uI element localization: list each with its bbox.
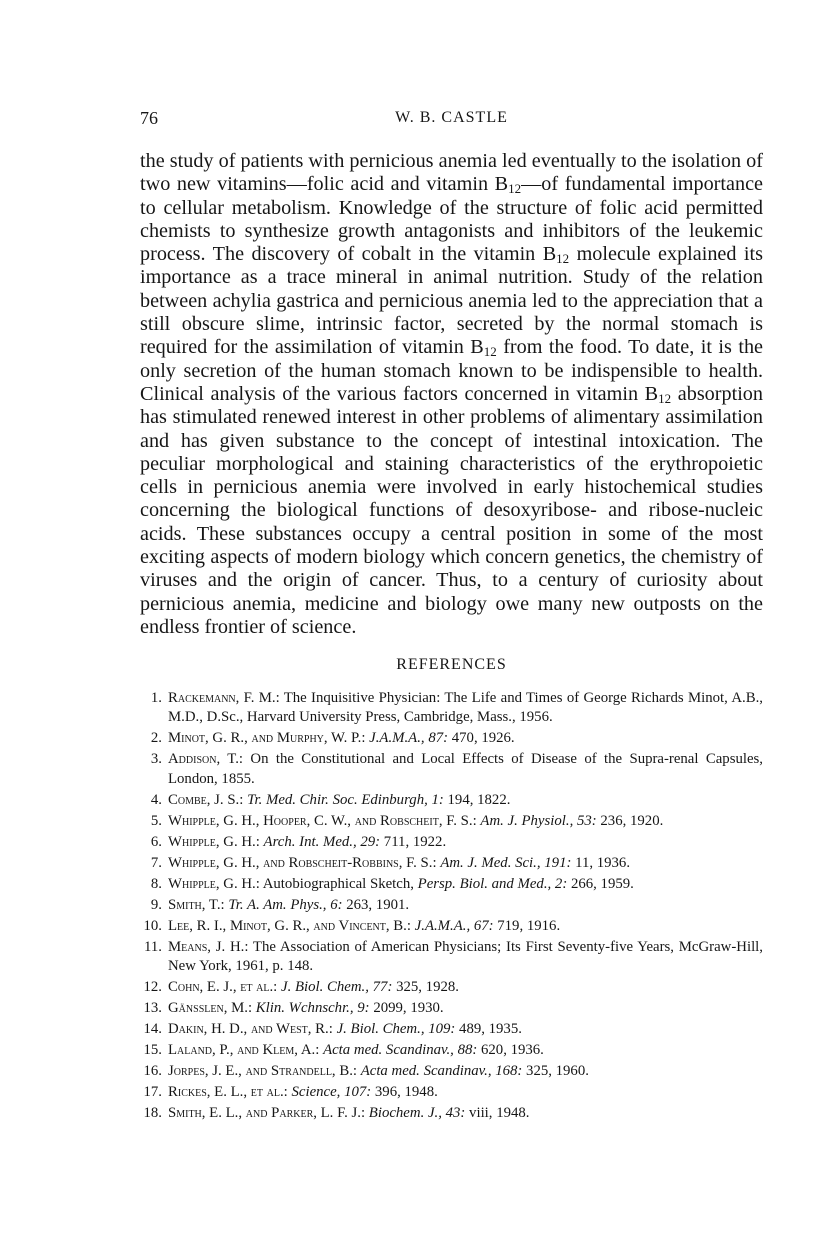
- references-list: [140, 689, 763, 1125]
- reference-number: 5.: [150, 812, 162, 829]
- reference-tail: 325, 1928.: [392, 979, 459, 996]
- reference-tail: 711, 1922.: [380, 833, 447, 850]
- reference-author: Means, J. H.:: [168, 938, 249, 955]
- reference-number: 1.: [150, 690, 162, 706]
- reference-author: Whipple, G. H.:: [168, 875, 260, 892]
- reference-journal: Acta med. Scandinav., 88:: [323, 1042, 478, 1059]
- reference-text: Autobiographical Sketch,: [259, 875, 418, 892]
- subscript-12: 12: [483, 344, 497, 360]
- body-text-part-2: —of fundamental importance to cellular metabolism. Knowledge of the structure of folic acid permitted chemists to synthesize growth antagonists and inhibitors of the leukemic process. The discovery of cobalt in the vitamin B: [140, 173, 763, 266]
- reference-tail: 325, 1960.: [522, 1063, 589, 1080]
- reference-journal: Persp. Biol. and Med., 2:: [417, 875, 568, 892]
- reference-number: 9.: [150, 896, 162, 913]
- reference-number: 13.: [143, 1000, 162, 1017]
- reference-number: 6.: [150, 833, 162, 850]
- reference-author: Combe, J. S.:: [168, 791, 244, 808]
- reference-number: 10.: [143, 917, 162, 934]
- reference-text: On the Constitutional and Local Effects of Disease of the Supra-renal Capsules, London, 1855.: [168, 751, 763, 787]
- page-number: 76: [140, 108, 158, 128]
- reference-tail: 2099, 1930.: [369, 1000, 444, 1017]
- reference-number: 2.: [150, 730, 162, 747]
- reference-author: Rackemann, F. M.:: [168, 690, 280, 706]
- reference-tail: viii, 1948.: [465, 1105, 530, 1122]
- reference-item: [140, 791, 763, 810]
- reference-author: Dakin, H. D., and West, R.:: [168, 1021, 333, 1038]
- reference-item: [140, 833, 763, 852]
- reference-journal: Klin. Wchnschr., 9:: [255, 1000, 370, 1017]
- reference-author: Laland, P., and Klem, A.:: [168, 1042, 320, 1059]
- reference-tail: 719, 1916.: [493, 917, 561, 934]
- reference-journal: J. Biol. Chem., 77:: [281, 979, 393, 996]
- reference-journal: Biochem. J., 43:: [368, 1105, 466, 1122]
- reference-number: 15.: [143, 1042, 162, 1059]
- body-text-part-5: absorption has stimulated renewed interest in other problems of alimentary assimilation and has given substance to the concept of intestinal intoxication. The peculiar morphological and staining characteristics of the erythropoietic cells in pernicious anemia were involved in early histochemical studies concerning the biological functions of desoxyribose- and ribose-nucleic acids. These substances occupy a central position in some of the most exciting aspects of modern biology which concern genetics, the chemistry of viruses and the origin of cancer. Thus, to a century of curiosity about pernicious anemia, medicine and biology owe many new outposts on the endless frontier of science.: [140, 382, 763, 638]
- reference-item: [140, 1020, 763, 1039]
- reference-author: Whipple, G. H., and Robscheit-Robbins, F. S.:: [168, 854, 437, 871]
- reference-tail: 396, 1948.: [371, 1084, 438, 1101]
- reference-journal: Arch. Int. Med., 29:: [263, 833, 381, 850]
- reference-number: 18.: [143, 1105, 162, 1122]
- body-text-part-3: molecule explained its importance as a trace mineral in animal nutrition. Study of the relation between achylia gastrica and pernicious anemia led to the appreciation that a still obscure slime, intrinsic factor, secreted by the normal stomach is required for the assimilation of vitamin B: [140, 243, 763, 359]
- reference-number: 11.: [144, 938, 162, 955]
- reference-number: 7.: [150, 854, 162, 871]
- reference-journal: Tr. Med. Chir. Soc. Edinburgh, 1:: [247, 791, 444, 808]
- reference-journal: J.A.M.A., 67:: [414, 917, 494, 934]
- reference-journal: Acta med. Scandinav., 168:: [360, 1063, 523, 1080]
- reference-journal: J. Biol. Chem., 109:: [336, 1021, 456, 1038]
- reference-item: [140, 812, 763, 831]
- reference-item: [140, 1083, 763, 1102]
- reference-tail: 266, 1959.: [567, 875, 634, 892]
- reference-tail: 470, 1926.: [448, 730, 515, 747]
- reference-author: Whipple, G. H.:: [168, 833, 260, 850]
- reference-journal: Science, 107:: [291, 1084, 372, 1101]
- reference-item: [140, 978, 763, 997]
- reference-journal: Am. J. Med. Sci., 191:: [440, 854, 572, 871]
- reference-tail: 489, 1935.: [455, 1021, 522, 1038]
- reference-number: 4.: [150, 791, 162, 808]
- reference-item: [140, 689, 763, 728]
- body-text-part-1: the study of patients with pernicious anemia led eventually to the isolation of two new vitamins—folic acid and vitamin B: [140, 150, 763, 196]
- reference-item: [140, 999, 763, 1018]
- body-paragraph: [140, 150, 763, 639]
- reference-tail: 263, 1901.: [342, 896, 410, 913]
- reference-journal: J.A.M.A., 87:: [369, 730, 449, 747]
- reference-item: [140, 729, 763, 748]
- reference-author: Minot, G. R., and Murphy, W. P.:: [168, 730, 366, 747]
- reference-tail: 11, 1936.: [571, 854, 631, 871]
- reference-author: Jorpes, J. E., and Strandell, B.:: [168, 1063, 358, 1080]
- reference-author: Cohn, E. J., et al.:: [168, 979, 278, 996]
- reference-item: [140, 750, 763, 789]
- reference-item: [140, 875, 763, 894]
- reference-author: Addison, T.:: [168, 751, 244, 768]
- reference-item: [140, 1041, 763, 1060]
- reference-item: [140, 1104, 763, 1123]
- reference-tail: 236, 1920.: [596, 812, 664, 829]
- reference-item: [140, 917, 763, 936]
- reference-author: Smith, E. L., and Parker, L. F. J.:: [168, 1105, 366, 1122]
- subscript-12: 12: [556, 251, 570, 267]
- reference-item: [140, 938, 763, 977]
- reference-tail: 620, 1936.: [477, 1042, 544, 1059]
- reference-number: 12.: [143, 979, 162, 996]
- page-header: [140, 108, 763, 132]
- reference-item: [140, 896, 763, 915]
- reference-author: Whipple, G. H., Hooper, C. W., and Robscheit, F. S.:: [168, 812, 477, 829]
- reference-number: 3.: [150, 751, 162, 768]
- reference-number: 17.: [143, 1084, 162, 1101]
- reference-author: Smith, T.:: [168, 896, 225, 913]
- subscript-12: 12: [658, 390, 672, 406]
- references-heading: REFERENCES: [396, 656, 507, 673]
- reference-item: [140, 1062, 763, 1081]
- running-head: W. B. CASTLE: [395, 109, 508, 126]
- reference-number: 8.: [150, 875, 162, 892]
- body-text-part-4: from the food. To date, it is the only secretion of the human stomach known to be indispensible to health. Clinical analysis of the various factors concerned in vitamin B: [140, 336, 764, 405]
- reference-item: [140, 854, 763, 873]
- reference-journal: Tr. A. Am. Phys., 6:: [228, 896, 343, 913]
- reference-journal: Am. J. Physiol., 53:: [480, 812, 597, 829]
- reference-text: The Association of American Physicians; Its First Seventy-five Years, McGraw-Hill, New York, 1961, p. 148.: [168, 938, 763, 975]
- reference-number: 16.: [143, 1063, 162, 1080]
- reference-text: The Inquisitive Physician: The Life and Times of George Richards Minot, A.B., M.D., D.Sc., Harvard University Press, Cambridge, Mass., 1956.: [168, 690, 763, 726]
- reference-number: 14.: [143, 1021, 162, 1038]
- subscript-12: 12: [508, 181, 522, 197]
- reference-author: Rickes, E. L., et al.:: [168, 1084, 288, 1101]
- reference-tail: 194, 1822.: [443, 791, 511, 808]
- reference-author: Gänsslen, M.:: [168, 1000, 253, 1017]
- reference-author: Lee, R. I., Minot, G. R., and Vincent, B.:: [168, 917, 411, 934]
